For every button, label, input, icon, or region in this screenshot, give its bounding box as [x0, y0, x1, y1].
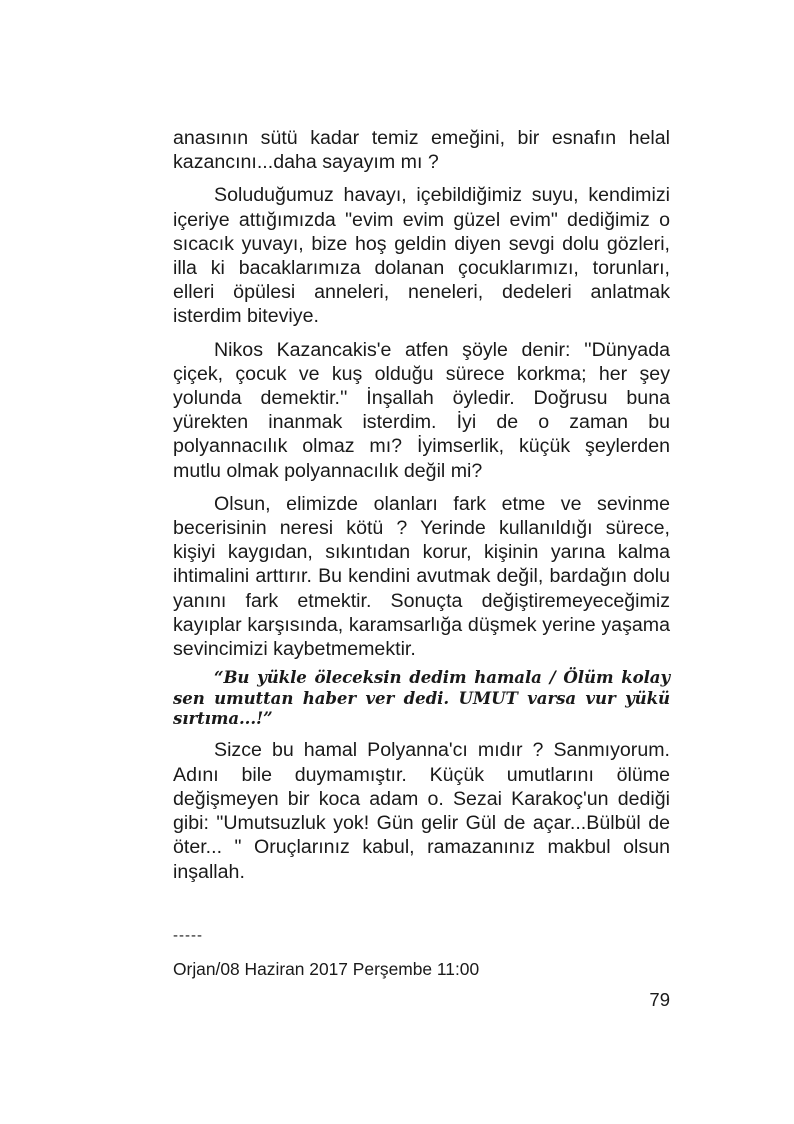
paragraph-optimism: Olsun, elimizde olanları fark etme ve sevinme becerisinin neresi kötü ? Yerinde kullanıldığı sürece, kişiyi kaygıdan, sıkıntıdan korur, kişinin yarına kalma ihtimalini arttırır. Bu kendini avutmak değil, bardağın dolu yanını fark etmektir. Sonuçta değiştiremeyeceğimiz kayıplar karşısında, karamsarlığa düşmek yerine yaşama sevincimizi kaybetmemektir.: [173, 492, 670, 661]
footer-source-line: Orjan/08 Haziran 2017 Perşembe 11:00: [173, 959, 480, 979]
paragraph-home: Soluduğumuz havayı, içebildiğimiz suyu, kendimizi içeriye attığımızda "evim evim güzel evim" dediğimiz o sıcacık yuvayı, bize hoş geldin diyen sevgi dolu gözleri, illa ki bacaklarımıza dolanan çocuklarımızı, torunları, elleri öpülesi anneleri, neneleri, dedeleri anlatmak isterdim biteviye.: [173, 184, 670, 328]
paragraph-kazancakis: Nikos Kazancakis'e atfen şöyle denir: ''Dünyada çiçek, çocuk ve kuş olduğu sürece korkma; her şey yolunda demektir.'' İnşallah öyledir. Doğrusu buna yürekten inanmak isterdim. İyi de o zaman bu polyannacılık olmaz mı? İyimserlik, küçük şeylerden mutlu olmak polyannacılık değil mi?: [173, 338, 670, 482]
block-quote: “Bu yükle öleceksin dedim hamala / Ölüm kolay sen umuttan haber ver dedi. UMUT varsa vur yükü sırtıma...!”: [173, 667, 670, 729]
paragraph-continuation: anasının sütü kadar temiz emeğini, bir esnafın helal kazancını...daha sayayım mı ?: [173, 127, 670, 174]
page-number: 79: [649, 989, 670, 1010]
page-body: [173, 126, 670, 884]
paragraph-closing: Sizce bu hamal Polyanna'cı mıdır ? Sanmıyorum. Adını bile duymamıştır. Küçük umutlarını ölüme değişmeyen bir koca adam o. Sezai Karakoç'un dediği gibi: "Umutsuzluk yok! Gün gelir Gül de açar...Bülbül de öter... " Oruçlarınız kabul, ramazanınız makbul olsun inşallah.: [173, 739, 670, 883]
footer-separator: -----: [173, 927, 203, 944]
